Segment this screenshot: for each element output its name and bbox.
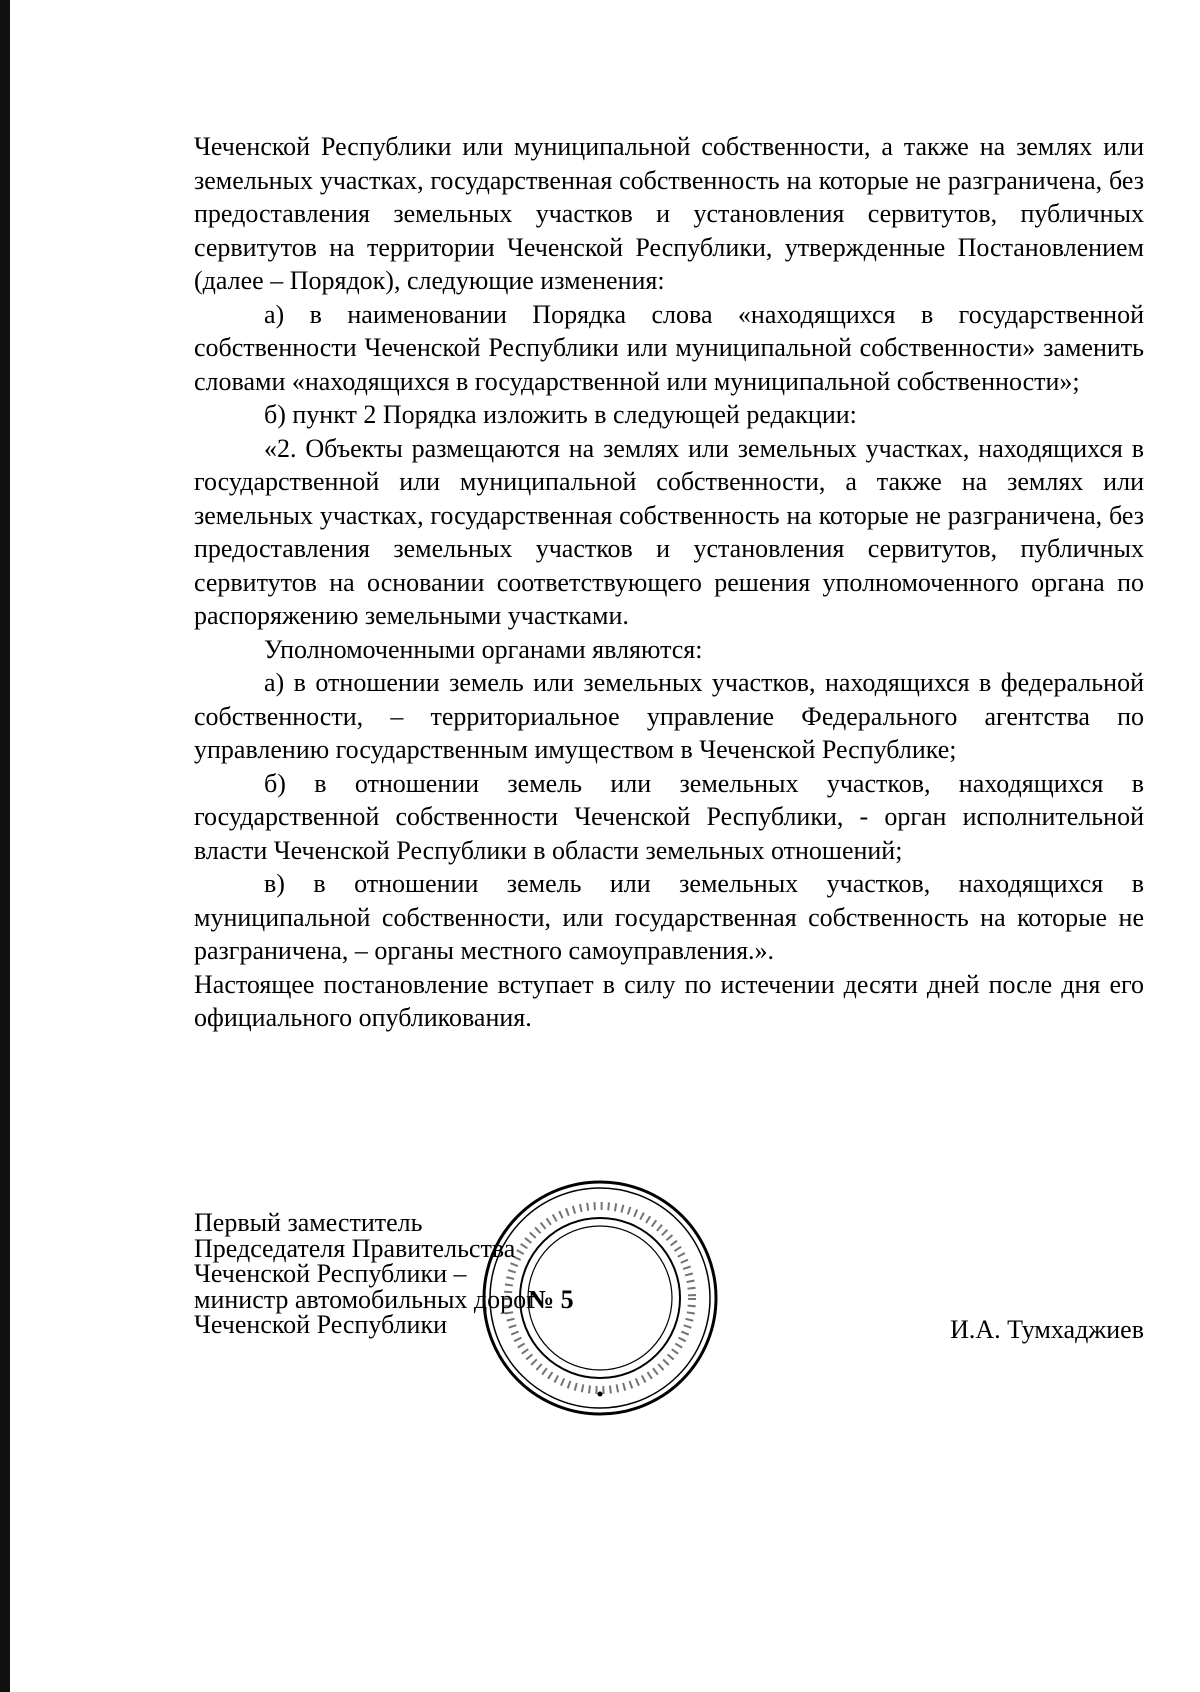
signatory-line: Председателя Правительства xyxy=(194,1233,516,1263)
document-body xyxy=(194,130,1144,1035)
paragraph-authority-c: в) в отношении земель или земельных участков, находящихся в муниципальной собственности, или государственная собственность на которые не разграничена, – органы местного самоуправления.». xyxy=(194,869,1144,965)
paragraph-intro: Чеченской Республики или муниципальной собственности, а также на землях или земельных участках, государственная собственность на которые не разграничена, без предоставления земельных участков и установления сервитутов, публичных сервитутов на территории Чеченской Республики, утвержденные Постановлением (далее – Порядок), следующие изменения: xyxy=(194,132,1144,295)
paragraph-authority-b: б) в отношении земель или земельных участков, находящихся в государственной собственности Чеченской Республики, - орган исполнительной власти Чеченской Республики в области земельных отношений; xyxy=(194,768,1144,865)
scan-edge xyxy=(0,0,10,1692)
paragraph-authority-a: а) в отношении земель или земельных участков, находящихся в федеральной собственности, – территориальное управление Федерального агентства по управлению государственным имуществом в Чеченской Республике; xyxy=(194,668,1144,764)
paragraph-b-point2: б) пункт 2 Порядка изложить в следующей редакции: xyxy=(264,400,857,429)
signatory-name: И.А. Тумхаджиев xyxy=(950,1315,1144,1344)
signatory-line: министр автомобильных дорог xyxy=(194,1284,537,1314)
official-seal xyxy=(480,1178,720,1418)
paragraph-point2-text: «2. Объекты размещаются на землях или земельных участках, находящихся в государственной или муниципальной собственности, а также на землях или земельных участках, государственная собственность на которые не разграничена, без предоставления земельных участков и установления сервитутов, публичных сервитутов на основании соответствующего решения уполномоченного органа по распоряжению земельными участками. xyxy=(194,433,1144,630)
stamp-number: № 5 xyxy=(528,1285,574,1314)
seal-outer-ring-inner xyxy=(490,1188,710,1408)
signatory-line: Первый заместитель xyxy=(194,1208,423,1237)
signatory-line: Чеченской Республики – xyxy=(194,1259,467,1288)
paragraph-effective-date: Настоящее постановление вступает в силу по истечении десяти дней после дня его официального опубликования. xyxy=(194,969,1144,1032)
seal-center-dot xyxy=(598,1392,603,1397)
seal-outer-ring xyxy=(484,1182,716,1414)
paragraph-a-title: а) в наименовании Порядка слова «находящихся в государственной собственности Чеченской Республики или муниципальной собственности» заменить словами «находящихся в государственной или муниципальной собственности»; xyxy=(194,299,1144,396)
paragraph-authorities: Уполномоченными органами являются: xyxy=(264,634,703,664)
signatory-line: Чеченской Республики xyxy=(194,1310,448,1339)
